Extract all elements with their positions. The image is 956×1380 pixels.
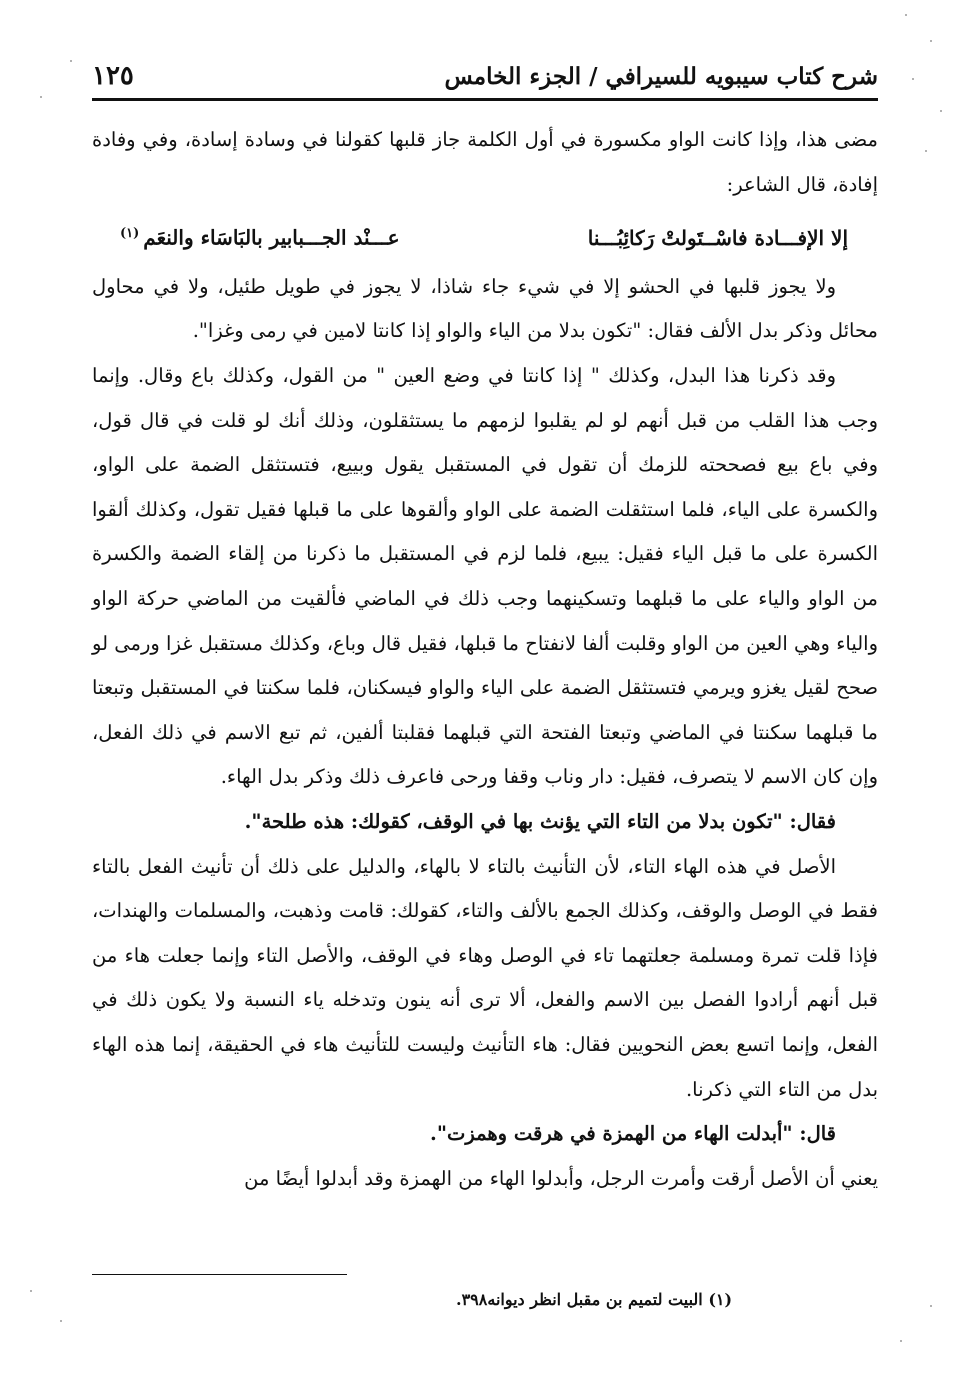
paragraph-4-quote: فقال: "تكون بدلا من التاء التي يؤنث بها في الوقف، كقولك: هذه طلحة". xyxy=(244,809,836,833)
scan-speck xyxy=(60,1320,62,1322)
footnote-rule xyxy=(92,1274,347,1275)
scan-speck xyxy=(925,150,927,152)
scan-speck xyxy=(900,1340,902,1342)
paragraph-5: الأصل في هذه الهاء التاء، لأن التأنيث بالتاء لا بالهاء، والدليل على ذلك أن تأنيث الفعل بالتاء فقط في الوصل والوقف، وكذلك الجمع بالألف والتاء، كقولك: قامت وذهبت، والمسلمات والهندات، فإذا قلت تمرة ومسلمة جعلتهما تاء في الوصل وهاء في الوقف، والأصل التاء وإنما جعلت هاء من قبل أنهم أرادوا الفصل بين الاسم والفعل، ألا ترى أنه ينون وتدخله ياء النسبة ولا يكون ذلك في الفعل، وإنما اتسع بعض النحويين فقال: هاء التأنيث وليست للتأنيث هاء في الحقيقة، إنما هذه الهاء بدل من التاء التي ذكرنا. xyxy=(92,854,878,1101)
scan-speck xyxy=(912,78,914,80)
page-header xyxy=(92,56,878,96)
page-number: ١٢٥ xyxy=(92,61,134,91)
scan-speck xyxy=(70,60,72,62)
footnote-text: البيت لتميم بن مقبل انظر ديوانه٣٩٨. xyxy=(456,1290,703,1309)
footnote-marker: (١) xyxy=(708,1290,733,1309)
poem-hemistich-right: إلا الإفـــادة فاسْــتَولتْ رَكائِبُـــنا xyxy=(587,225,848,250)
poem-hemistich-left: عـــنْد الجـــبابير بالبَاسَاء والنعَم xyxy=(143,225,400,250)
footnote-reference: (١) xyxy=(120,226,140,242)
scan-speck xyxy=(40,96,42,98)
scan-speck xyxy=(905,14,907,16)
header-rule xyxy=(92,98,878,101)
footnote xyxy=(456,1290,956,1309)
poem-verse xyxy=(120,207,848,265)
paragraph-2: ولا يجوز قلبها في الحشو إلا في شيء جاء شاذا، لا يجوز في طويل طئيل، ولا في محاول محائل وذكر بدل الألف فقال: "تكون بدلا من الياء والواو إذا كانتا لامين في رمى وغزا". xyxy=(92,274,878,343)
scan-speck xyxy=(940,110,942,112)
paragraph-7: يعني أن الأصل أرقت وأمرت الرجل، وأبدلوا الهاء من الهمزة وقد أبدلوا أيضًا من xyxy=(244,1166,878,1190)
poem-hemistich-left-wrap xyxy=(120,207,400,265)
scan-speck xyxy=(930,1305,932,1307)
body-text xyxy=(92,118,878,1201)
running-title: شرح كتاب سيبويه للسيرافي / الجزء الخامس xyxy=(444,62,878,90)
paragraph-6-quote: قال: "أبدلت الهاء من الهمزة في هرقت وهمزت". xyxy=(430,1122,836,1146)
paragraph-1: مضى هذا، وإذا كانت الواو مكسورة في أول الكلمة جاز قلبها كقولنا في وسادة إسادة، وفي وفادة إفادة، قال الشاعر: xyxy=(92,128,878,196)
scan-speck xyxy=(930,40,932,42)
paragraph-3: وقد ذكرنا هذا البدل، وكذلك " إذا كانتا في وضع العين " من القول، وكذلك باع وقال. وإنما وجب هذا القلب من قبل أنهم لو لم يقلبوا لزمهم ما يستثقلون، وذلك أنك لو قلت في قال قول، وفي باع بيع فصححته للزمك أن تقول في المستقبل يقول وبييع، فتستثقل الضمة على الواو، والكسرة على الياء، فلما استثقلت الضمة على الواو وألقوها على ما قبلها فقيل تقول، وكذلك ألقوا الكسرة على ما قبل الياء فقيل: يبيع، فلما لزم في المستقبل ما ذكرنا من إلقاء الضمة والكسرة من الواو والياء على ما قبلهما وتسكينهما وجب ذلك في الماضي فألقيت من الماضي حركة الواو والياء وهي العين من الواو وقلبت ألفا لانفتاح ما قبلها، فقيل قال وباع، وكذلك مستقبل غزا ورمى لو صحح لقيل يغزو ويرمي فتستثقل الضمة على الياء والواو فيسكنان، فلما سكنتا في المستقبل وتبعتا ما قبلهما سكنتا في الماضي وتبعتا الفتحة التي قبلهما فقلبتا ألفين، ثم تبع الاسم في ذلك الفعل، وإن كان الاسم لا يتصرف، فقيل: دار وناب وقفا ورحى فاعرف ذلك وذكر بدل الهاء. xyxy=(92,364,878,789)
scan-speck xyxy=(30,1290,32,1292)
